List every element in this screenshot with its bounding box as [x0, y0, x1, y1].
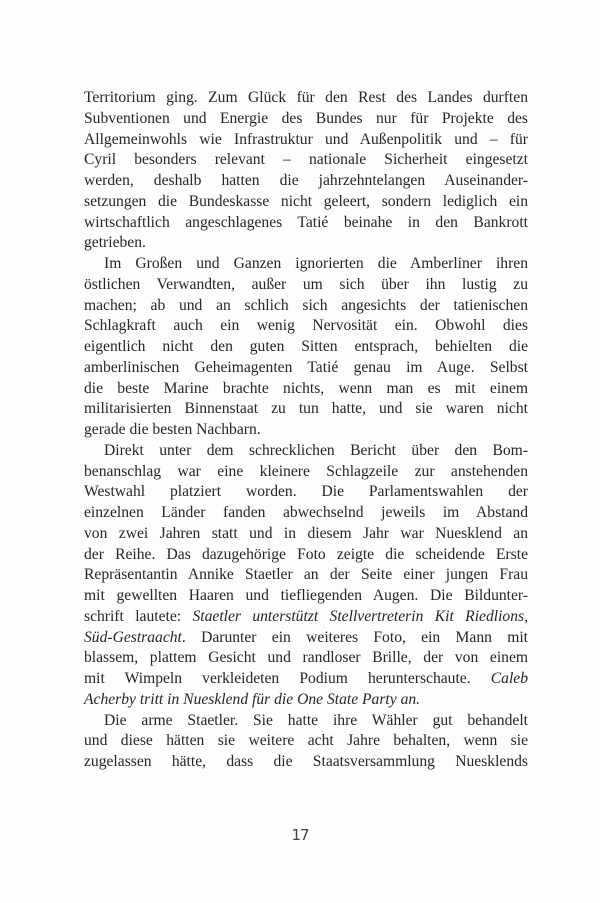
text-line — [84, 358, 528, 379]
paragraph — [84, 254, 528, 441]
text-line — [84, 192, 528, 213]
text-line — [84, 213, 528, 234]
text-run: mit Wimpeln verkleideten Podium herunterschaute. — [84, 670, 491, 687]
text-run: Repräsentantin Annike Staetler an der Seite einer jungen Frau — [84, 566, 528, 584]
text-line — [84, 379, 528, 400]
text-line — [84, 628, 528, 649]
text-run: setzungen die Bundeskasse nicht geleert, sondern lediglich ein — [84, 192, 528, 210]
text-line — [84, 690, 528, 711]
text-line — [84, 275, 528, 296]
paragraph — [84, 88, 528, 254]
text-run: von zwei Jahren statt und in diesem Jahr war Nuesklend an — [84, 524, 528, 542]
page-number: 17 — [291, 826, 309, 844]
text-run: Allgemeinwohls wie Infrastruktur und Außenpolitik und – für — [84, 130, 528, 148]
text-run: . Darunter ein weiteres Foto, ein Mann mit — [181, 628, 528, 646]
text-line — [84, 607, 528, 628]
text-run: einzelnen Länder fanden abwechselnd jeweils im Abstand — [84, 504, 528, 521]
text-line — [84, 337, 528, 358]
text-run: getrieben. — [84, 234, 146, 252]
text-line — [84, 669, 528, 690]
italic-caption-text: Caleb — [490, 670, 528, 687]
italic-caption-text: Staetler unterstützt Stellvertreterin Kit Riedlions, — [192, 607, 528, 625]
italic-caption-text: Süd-Gestraacht — [84, 628, 182, 646]
text-run: Westwahl platziert worden. Die Parlamentswahlen der — [84, 483, 528, 501]
text-run: werden, deshalb hatten die jahrzehntelangen Auseinander- — [84, 172, 528, 189]
text-line — [84, 399, 528, 420]
text-line — [84, 524, 528, 545]
text-run: zugelassen hätte, dass die Staatsversammlung Nuesklends — [84, 753, 528, 770]
text-line — [84, 130, 528, 151]
text-run: Cyril besonders relevant – nationale Sicherheit eingesetzt — [84, 151, 528, 169]
text-run: Direkt unter dem schrecklichen Bericht über den Bom- — [104, 441, 528, 459]
text-line — [84, 233, 528, 254]
text-run: mit gewellten Haaren und tiefliegenden Augen. Die Bildunter- — [84, 587, 528, 604]
text-line — [84, 441, 528, 462]
text-run: östlichen Verwandten, außer um sich über ihn lustig zu — [84, 275, 528, 293]
text-run: militarisierten Binnenstaat zu tun hatte, und sie waren nicht — [84, 400, 528, 418]
text-run: machen; ab und an schlich sich angesichts der tatienischen — [84, 296, 528, 314]
text-run: der Reihe. Das dazugehörige Foto zeigte die scheidende Erste — [84, 545, 528, 563]
text-line — [84, 482, 528, 503]
text-run: eigentlich nicht den guten Sitten entsprach, behielten die — [84, 338, 528, 355]
text-run: benanschlag war eine kleinere Schlagzeile zur anstehenden — [84, 462, 528, 480]
text-line — [84, 545, 528, 566]
text-run: Schlagkraft auch ein wenig Nervosität ein. Obwohl dies — [84, 317, 528, 335]
text-run: die beste Marine brachte nichts, wenn man es mit einem — [84, 379, 528, 397]
text-line — [84, 420, 528, 441]
text-line — [84, 462, 528, 483]
text-run: gerade die besten Nachbarn. — [84, 421, 261, 438]
text-run: Subventionen und Energie des Bundes nur für Projekte des — [84, 109, 528, 127]
text-line — [84, 503, 528, 524]
text-line — [84, 88, 528, 109]
text-line — [84, 711, 528, 732]
text-run: schrift lautete: — [84, 607, 193, 625]
text-line — [84, 565, 528, 586]
text-run: blassem, plattem Gesicht und randloser Brille, der von einem — [84, 649, 528, 667]
text-line — [84, 586, 528, 607]
text-line — [84, 296, 528, 317]
text-line — [84, 150, 528, 171]
body-text — [84, 88, 528, 773]
text-line — [84, 752, 528, 773]
text-run: und diese hätten sie weitere acht Jahre behalten, wenn sie — [84, 732, 528, 750]
text-line — [84, 731, 528, 752]
text-line — [84, 648, 528, 669]
text-run: Die arme Staetler. Sie hatte ihre Wähler gut behandelt — [104, 711, 528, 729]
text-line — [84, 171, 528, 192]
italic-caption-text: Acherby tritt in Nuesklend für die One State Party an. — [84, 690, 421, 708]
text-line — [84, 316, 528, 337]
paragraph — [84, 441, 528, 711]
text-run: Im Großen und Ganzen ignorierten die Amberliner ihren — [104, 255, 528, 272]
text-run: Territorium ging. Zum Glück für den Rest des Landes durften — [84, 89, 528, 106]
text-run: wirtschaftlich angeschlagenes Tatié beinahe in den Bankrott — [84, 213, 528, 231]
text-line — [84, 109, 528, 130]
text-run: amberlinischen Geheimagenten Tatié genau im Auge. Selbst — [84, 358, 528, 376]
text-line — [84, 254, 528, 275]
paragraph — [84, 711, 528, 773]
